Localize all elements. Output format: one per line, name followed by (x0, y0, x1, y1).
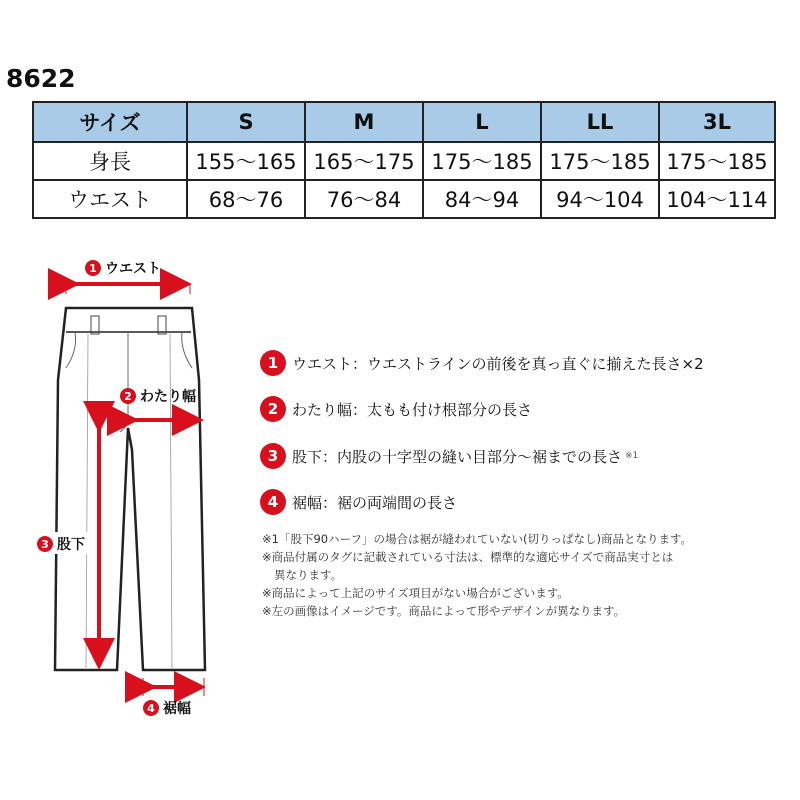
table-cell: 84〜94 (423, 180, 541, 218)
legend-text: わたり幅：太もも付け根部分の長さ (292, 400, 533, 419)
table-cell: 175〜185 (541, 142, 659, 180)
number-badge-text: 3 (41, 538, 49, 551)
legend-text: 裾幅：裾の両端間の長さ (292, 493, 458, 512)
table-cell: 104〜114 (659, 180, 775, 218)
table-cell: 94〜104 (541, 180, 659, 218)
header-cell: M (305, 102, 423, 142)
number-badge-text: 1 (89, 262, 97, 275)
waist-label: ウエスト (105, 261, 161, 277)
legend-item (260, 443, 638, 469)
header-cell: LL (541, 102, 659, 142)
legend-item (260, 489, 457, 515)
footnote: ※商品によって上記のサイズ項目がない場合がございます。 (262, 586, 569, 600)
header-cell: L (423, 102, 541, 142)
table-cell: 165〜175 (305, 142, 423, 180)
legend-text: ウエスト：ウエストラインの前後を真っ直ぐに揃えた長さ×2 (292, 354, 704, 373)
waist-measure (66, 260, 190, 294)
legend-text: 股下：内股の十字型の縫い目部分〜裾までの長さ (292, 447, 623, 466)
table-cell: 175〜185 (659, 142, 775, 180)
table-cell: 155〜165 (187, 142, 305, 180)
hem-measure (143, 678, 204, 717)
number-badge-text: 2 (124, 390, 132, 403)
pants-outline (55, 308, 205, 670)
header-cell: S (187, 102, 305, 142)
footnote: ※1「股下90ハーフ」の場合は裾が縫われていない(切りっぱなし)商品となります。 (262, 532, 693, 546)
number-badge-text: 4 (147, 702, 155, 715)
table-row (33, 142, 775, 180)
header-cell: サイズ (33, 102, 187, 142)
table-row (33, 180, 775, 218)
footnotes (262, 530, 792, 620)
thigh-label: わたり幅 (140, 389, 196, 405)
row-label-waist: ウエスト (33, 180, 187, 218)
footnote: ※左の画像はイメージです。商品によって形やデザインが異なります。 (262, 604, 626, 618)
size-table (32, 101, 776, 219)
legend-footnote-ref: ※1 (625, 451, 639, 461)
number-badge: 2 (260, 396, 286, 422)
product-code: 8622 (6, 64, 76, 93)
number-badge: 3 (260, 443, 286, 469)
table-cell: 68〜76 (187, 180, 305, 218)
legend-item (260, 396, 532, 422)
legend-item (260, 350, 704, 376)
footnote: ※商品付属のタグに記載されている寸法は、標準的な適応サイズで商品実寸とは (262, 550, 674, 564)
number-badge: 4 (260, 489, 286, 515)
hem-label: 裾幅 (163, 701, 191, 717)
inseam-label: 股下 (57, 537, 85, 553)
number-badge: 1 (260, 350, 286, 376)
table-cell: 175〜185 (423, 142, 541, 180)
row-label-height: 身長 (33, 142, 187, 180)
pants-diagram (0, 250, 250, 730)
table-cell: 76〜84 (305, 180, 423, 218)
footnote: 異なります。 (274, 568, 343, 582)
size-table-header-row (33, 102, 775, 142)
header-cell: 3L (659, 102, 775, 142)
